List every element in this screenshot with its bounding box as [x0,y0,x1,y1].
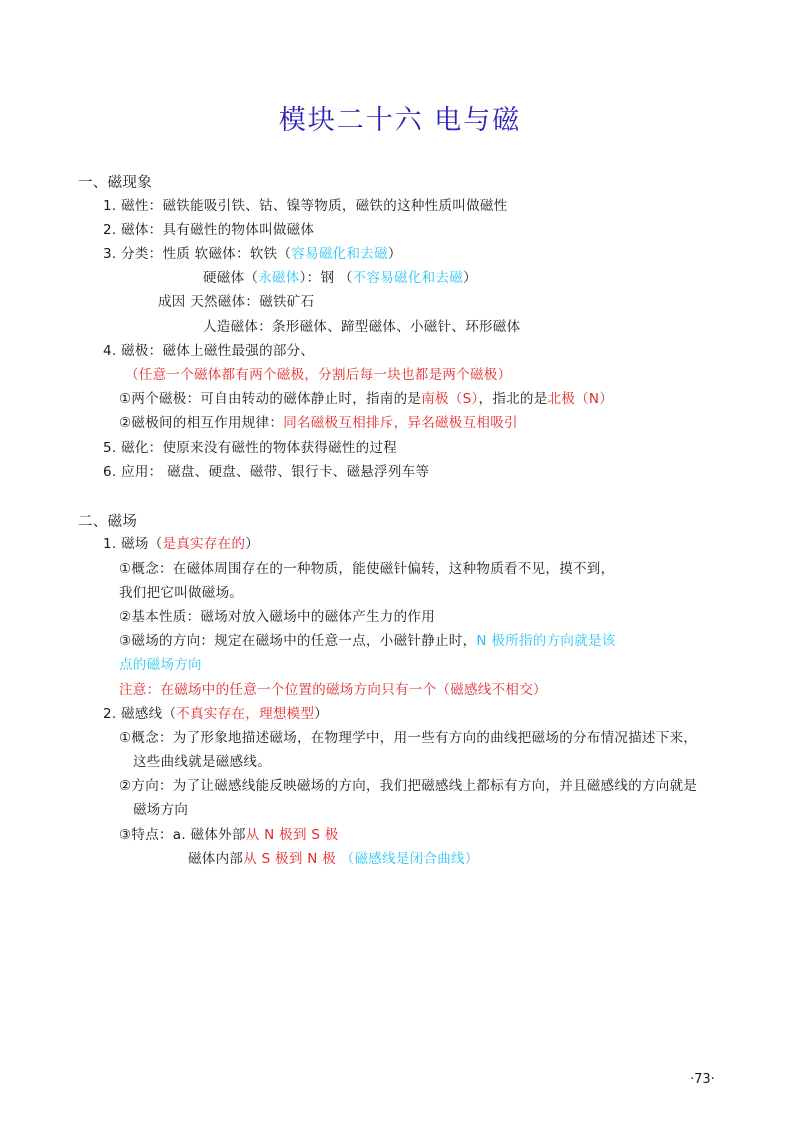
steel-label: ）：钢 （ [299,270,353,286]
feature-outside: 从 N 极到 S 极 [245,827,339,843]
item-hard-magnet [203,269,477,287]
item-classification [103,245,402,263]
field-lines-direction-cont: 磁场方向 [133,802,189,818]
item-magnet: 2. 磁体：具有磁性的物体叫做磁体 [103,222,315,238]
field-direction-rule: N 极所指的方向就是该 [476,633,616,649]
closed-curve-note: （磁感线是闭合曲线） [340,851,479,867]
field-direction-cont: 点的磁场方向 [119,657,202,673]
soft-magnet-note: 容易磁化和去磁 [291,246,388,262]
field-lines-feature [119,826,339,844]
two-poles-text: ①两个磁极：可自由转动的磁体静止时，指南的是 [119,391,422,407]
inside-label: 磁体内部 [188,851,244,867]
item-natural-magnet: 成因 天然磁体：磁铁矿石 [158,294,315,310]
item-magnetization: 5. 磁化：使原来没有磁性的物体获得磁性的过程 [103,440,398,456]
field-lines-direction: ②方向：为了让磁感线能反映磁场的方向，我们把磁感线上都标有方向，并且磁感线的方向就是 [119,778,698,794]
item-two-poles [119,390,613,408]
north-pole-label: 北极（N） [547,391,614,407]
field-lines-concept: ①概念：为了形象地描述磁场，在物理学中，用一些有方向的曲线把磁场的分布情况描述下来， [119,730,698,746]
page-title: 模块二十六 电与磁 [278,105,522,136]
item-magnetic-pole: 4. 磁极：磁体上磁性最强的部分、 [103,343,315,359]
paren-close: ） [387,246,402,262]
south-pole-label: 南极（S） [421,391,479,407]
paren-close: ） [245,536,260,552]
feature-label: ③特点：a. 磁体外部 [119,827,246,843]
field-lines-label: 2. 磁感线（ [103,706,177,722]
item-field-lines [103,705,328,723]
section-heading-magnetic-field: 二、磁场 [78,514,138,530]
field-lines-concept-cont: 这些曲线就是磁感线。 [133,754,271,770]
section-heading-magnetic-phenomena: 一、磁现象 [78,175,152,191]
field-concept: ①概念：在磁体周围存在的一种物质，能使磁针偏转，这种物质看不见，摸不到， [119,561,615,577]
field-lines-feature-inside [188,850,479,868]
item-magnetic-field [103,535,259,553]
two-poles-mid: ，指北的是 [478,391,548,407]
field-label: 1. 磁场（ [103,536,163,552]
classification-soft-label: 3. 分类：性质 软磁体：软铁（ [103,246,292,262]
permanent-magnet-note: 永磁体 [258,270,300,286]
item-magnetism: 1. 磁性：磁铁能吸引铁、钴、镍等物质，磁铁的这种性质叫做磁性 [103,198,508,214]
field-note: 注意：在磁场中的任意一个位置的磁场方向只有一个（磁感线不相交） [119,682,547,698]
item-applications: 6. 应用： 磁盘、硬盘、磁带、银行卡、磁悬浮列车等 [103,464,430,480]
field-concept-cont: 我们把它叫做磁场。 [119,585,244,601]
field-lines-note: 不真实存在，理想模型 [176,706,315,722]
paren-close: ） [463,270,477,286]
hard-magnet-label: 硬磁体（ [203,270,259,286]
field-basic-property: ②基本性质：磁场对放入磁场中的磁体产生力的作用 [119,609,436,625]
page-number: ·73· [690,1072,715,1087]
feature-inside: 从 S 极到 N 极 [243,851,341,867]
item-pole-interaction [119,414,518,432]
item-artificial-magnet: 人造磁体：条形磁体、蹄型磁体、小磁针、环形磁体 [203,319,521,335]
pole-interaction-rule: 同名磁极互相排斥，异名磁极互相吸引 [283,415,518,431]
paren-close: ） [314,706,329,722]
field-real-note: 是真实存在的 [162,536,246,552]
pole-interaction-label: ②磁极间的相互作用规律： [119,415,284,431]
field-direction [119,632,616,650]
hard-magnet-note: 不容易磁化和去磁 [352,270,464,286]
pole-note: （任意一个磁体都有两个磁极，分割后每一块也都是两个磁极） [125,367,512,383]
field-direction-text: ③磁场的方向：规定在磁场中的任意一点，小磁针静止时， [119,633,477,649]
